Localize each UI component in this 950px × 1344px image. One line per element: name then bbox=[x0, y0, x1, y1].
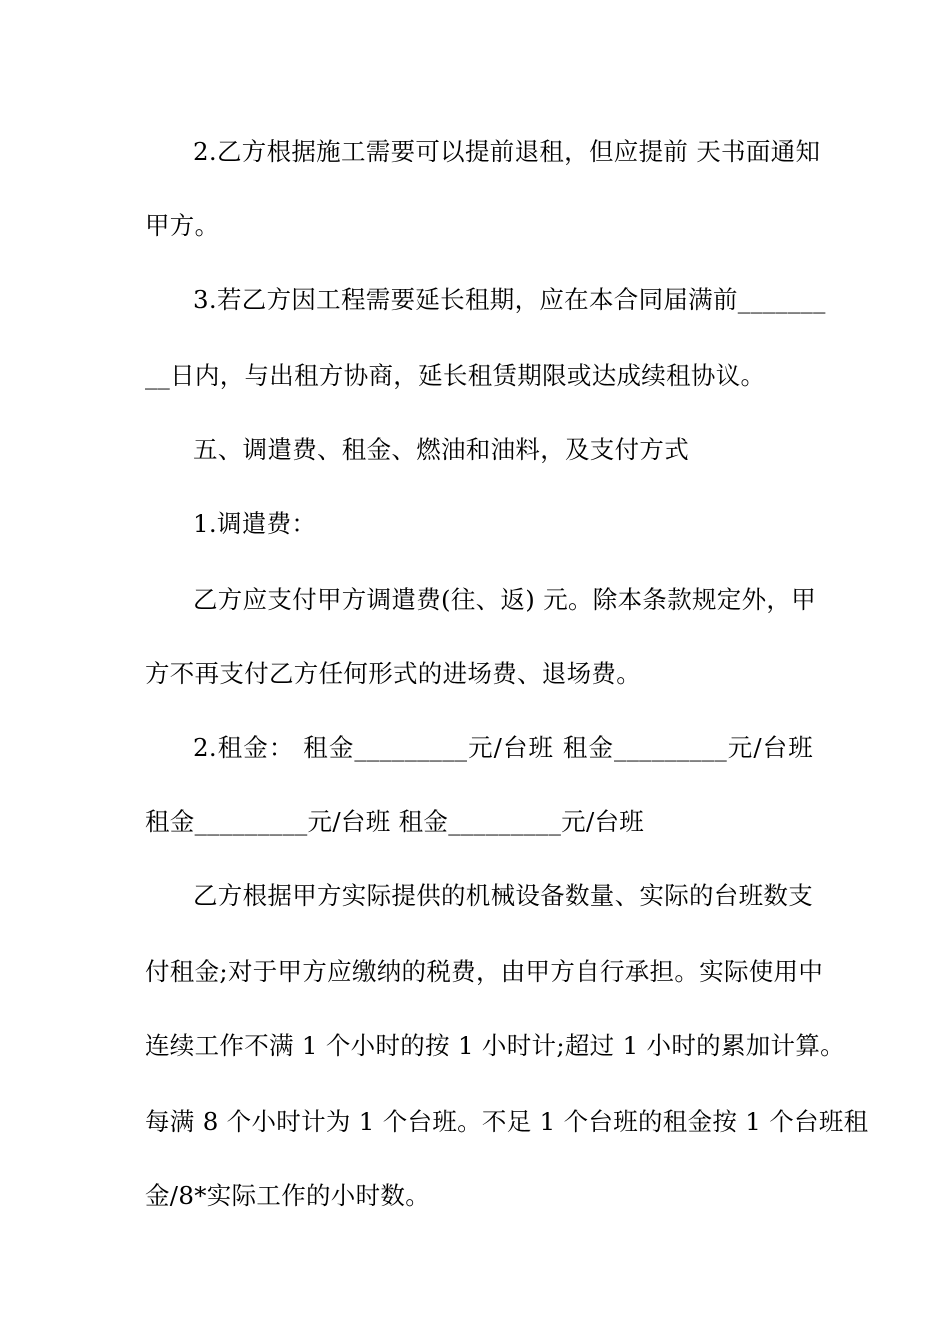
payment-line-3: 连续工作不满 1 个小时的按 1 小时计;超过 1 小时的累加计算。 bbox=[145, 1031, 845, 1060]
dispatch-fee-line-1: 乙方应支付甲方调遣费(往、返) 元。除本条款规定外，甲 bbox=[193, 585, 817, 614]
section-5-heading: 五、调遣费、租金、燃油和油料，及支付方式 bbox=[193, 435, 689, 464]
rent-line-1: 2.租金： 租金_________元/台班 租金_________元/台班 bbox=[193, 733, 813, 762]
clause-3-line-1: 3.若乙方因工程需要延长租期，应在本合同届满前_______ bbox=[193, 285, 826, 314]
payment-line-1: 乙方根据甲方实际提供的机械设备数量、实际的台班数支 bbox=[193, 881, 813, 910]
payment-line-4: 每满 8 个小时计为 1 个台班。不足 1 个台班的租金按 1 个台班租 bbox=[145, 1107, 869, 1136]
clause-2-line-1: 2.乙方根据施工需要可以提前退租，但应提前 天书面通知 bbox=[193, 137, 821, 166]
dispatch-fee-line-2: 方不再支付乙方任何形式的进场费、退场费。 bbox=[145, 659, 641, 688]
payment-line-2: 付租金;对于甲方应缴纳的税费，由甲方自行承担。实际使用中 bbox=[145, 957, 824, 986]
clause-2-line-2: 甲方。 bbox=[145, 211, 220, 240]
payment-line-5: 金/8*实际工作的小时数。 bbox=[145, 1181, 430, 1210]
rent-line-2: 租金_________元/台班 租金_________元/台班 bbox=[145, 807, 645, 836]
clause-5-1-heading: 1.调遣费： bbox=[193, 509, 317, 538]
clause-3-line-2: __日内，与出租方协商，延长租赁期限或达成续租协议。 bbox=[145, 361, 766, 390]
